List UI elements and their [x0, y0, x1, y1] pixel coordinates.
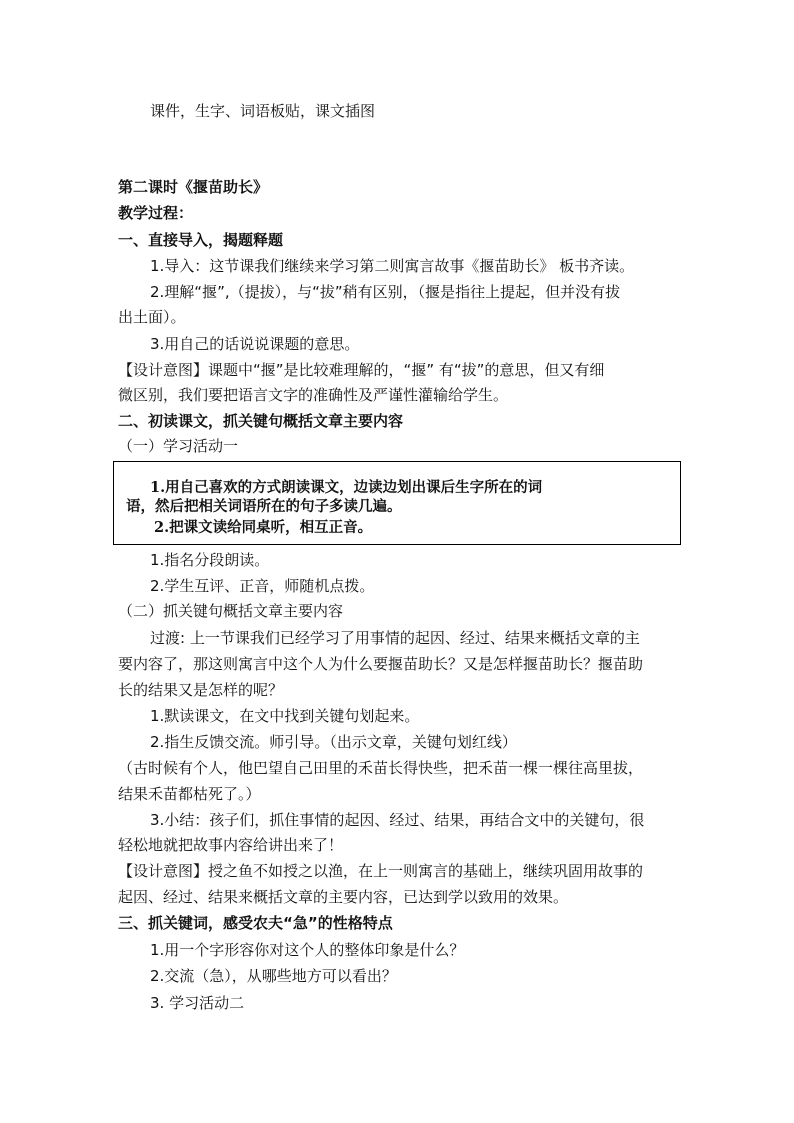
- section1-item2-line2: 出土面）。: [118, 308, 186, 326]
- section1-item1: 1.导入：这节课我们继续来学习第二则寓言故事《揠苗助长》 板书齐读。: [150, 257, 635, 275]
- materials-line: 课件，生字、词语板贴，课文插图: [150, 102, 376, 120]
- section1-intent-line2: 微区别，我们要把语言文字的准确性及严谨性灌输给学生。: [118, 386, 509, 404]
- section2-step1: 1.默读课文，在文中找到关键句划起来。: [150, 707, 420, 725]
- section2-quote-line2: 结果禾苗都枯死了。）: [118, 785, 261, 803]
- activity-box-line1: 1.用自己喜欢的方式朗读课文，边读边划出课后生字所在的词: [150, 479, 543, 496]
- section1-item2-line1: 2.理解“揠”,（提拔），与“拔”稍有区别，（揠是指往上提起，但并没有拔: [150, 283, 621, 301]
- section2-heading: 二、初读课文，抓关键句概括文章主要内容: [118, 412, 404, 430]
- section2-step2: 2.指生反馈交流。师引导。（出示文章，关键句划红线）: [150, 733, 517, 751]
- section2-item2: 2.学生互评、正音，师随机点拨。: [150, 577, 375, 595]
- section2-transition-line2: 要内容了，那这则寓言中这个人为什么要揠苗助长？又是怎样揠苗助长？揠苗助: [118, 655, 644, 673]
- section3-item3: 3. 学习活动二: [150, 994, 245, 1012]
- activity-box: [113, 461, 681, 545]
- section2-transition-line3: 长的结果又是怎样的呢？: [118, 681, 284, 699]
- process-title: 教学过程：: [118, 204, 194, 222]
- section2-sub2: （二）抓关键句概括文章主要内容: [118, 602, 344, 620]
- section2-quote-line1: （古时候有个人，他巴望自己田里的禾苗长得快些，把禾苗一棵一棵往高里拔，: [118, 759, 644, 777]
- section3-heading: 三、抓关键词，感受农夫“急”的性格特点: [118, 914, 393, 932]
- section1-heading: 一、直接导入，揭题释题: [118, 231, 284, 249]
- lesson-title: 第二课时《揠苗助长》: [118, 178, 269, 196]
- section2-sub1: （一）学习活动一: [118, 437, 239, 455]
- section2-transition-line1: 过渡: 上一节课我们已经学习了用事情的起因、经过、结果来概括文章的主: [150, 629, 640, 647]
- section2-item1: 1.指名分段朗读。: [150, 551, 270, 569]
- section2-summary-line1: 3.小结：孩子们，抓住事情的起因、经过、结果，再结合文中的关键句，很: [150, 811, 645, 829]
- section3-item1: 1.用一个字形容你对这个人的整体印象是什么？: [150, 941, 465, 959]
- section1-intent-line1: 【设计意图】课题中“揠”是比较难理解的，“揠” 有“拔”的意思，但又有细: [118, 361, 605, 379]
- section3-item2: 2.交流（急），从哪些地方可以看出？: [150, 967, 397, 985]
- section2-intent-line2: 起因、经过、结果来概括文章的主要内容，已达到学以致用的效果。: [118, 888, 569, 906]
- activity-box-line2: 语，然后把相关词语所在的句子多读几遍。: [126, 498, 402, 515]
- section1-item3: 3.用自己的话说说课题的意思。: [150, 335, 360, 353]
- activity-box-line3: 2.把课文读给同桌听，相互正音。: [154, 519, 373, 536]
- section2-intent-line1: 【设计意图】授之鱼不如授之以渔，在上一则寓言的基础上，继续巩固用故事的: [118, 862, 644, 880]
- section2-summary-line2: 轻松地就把故事内容给讲出来了！: [118, 836, 344, 854]
